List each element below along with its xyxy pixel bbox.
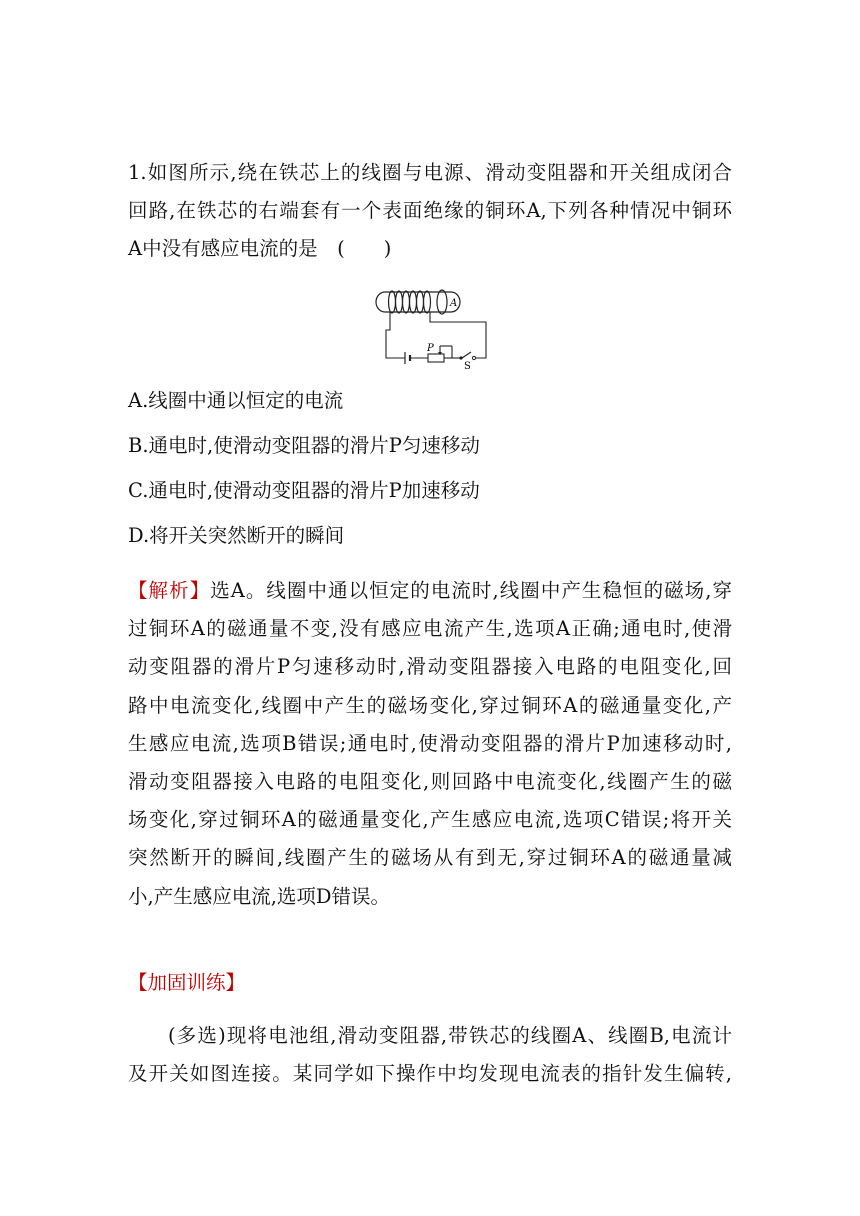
- circuit-figure: [372, 286, 492, 370]
- coil: [389, 291, 431, 313]
- copper-ring: [437, 290, 447, 314]
- analysis-line: 动变阻器的滑片P匀速移动时,滑动变阻器接入电路的电阻变化,回: [128, 655, 732, 679]
- analysis-line: 小,产生感应电流,选项D错误。: [128, 884, 391, 908]
- battery-icon: [405, 352, 410, 364]
- exercise-line: 及开关如图连接。某同学如下操作中均发现电流表的指针发生偏转,: [128, 1062, 732, 1086]
- analysis-first-line: 选A。线圈中通以恒定的电流时,线圈中产生稳恒的磁场,穿: [210, 579, 732, 602]
- analysis-line: 生感应电流,选项B错误;通电时,使滑动变阻器的滑片P加速移动时,: [128, 731, 732, 755]
- question-line: A中没有感应电流的是 ( ): [128, 237, 392, 261]
- wires: [386, 312, 486, 358]
- analysis-line: 场变化,穿过铜环A的磁通量变化,产生感应电流,选项C错误;将开关: [128, 808, 732, 832]
- question-line: 回路,在铁芯的右端套有一个表面绝缘的铜环A,下列各种情况中铜环: [128, 199, 732, 223]
- analysis-tag: 【解析】: [128, 579, 211, 602]
- analysis-line: 滑动变阻器接入电路的电阻变化,则回路中电流变化,线圈产生的磁: [128, 770, 732, 794]
- exercise-tag: 【加固训练】: [128, 971, 246, 994]
- option-a: A.线圈中通以恒定的电流: [128, 389, 344, 412]
- analysis-line: 路中电流变化,线圈中产生的磁场变化,穿过铜环A的磁通量变化,产: [128, 693, 732, 717]
- option-b: B.通电时,使滑动变阻器的滑片P匀速移动: [128, 434, 480, 457]
- label-p: P: [427, 343, 434, 354]
- analysis-line: 过铜环A的磁通量不变,没有感应电流产生,选项A正确;通电时,使滑: [128, 617, 732, 641]
- label-a: A: [450, 298, 458, 309]
- analysis-line: 突然断开的瞬间,线圈产生的磁场从有到无,穿过铜环A的磁通量减: [128, 846, 732, 870]
- options: [128, 378, 732, 558]
- question-text: [128, 154, 732, 269]
- switch-contact: [472, 356, 475, 359]
- question-line: 1.如图所示,绕在铁芯上的线圈与电源、滑动变阻器和开关组成闭合: [128, 161, 732, 184]
- option-d: D.将开关突然断开的瞬间: [128, 524, 345, 547]
- option-c: C.通电时,使滑动变阻器的滑片P加速移动: [128, 479, 480, 502]
- analysis: [128, 572, 732, 916]
- switch-contact: [459, 356, 462, 359]
- rheostat: [428, 354, 444, 362]
- exercise-line: (多选)现将电池组,滑动变阻器,带铁芯的线圈A、线圈B,电流计: [168, 1024, 732, 1047]
- exercise-text: [128, 1017, 732, 1093]
- label-s: S: [464, 361, 471, 370]
